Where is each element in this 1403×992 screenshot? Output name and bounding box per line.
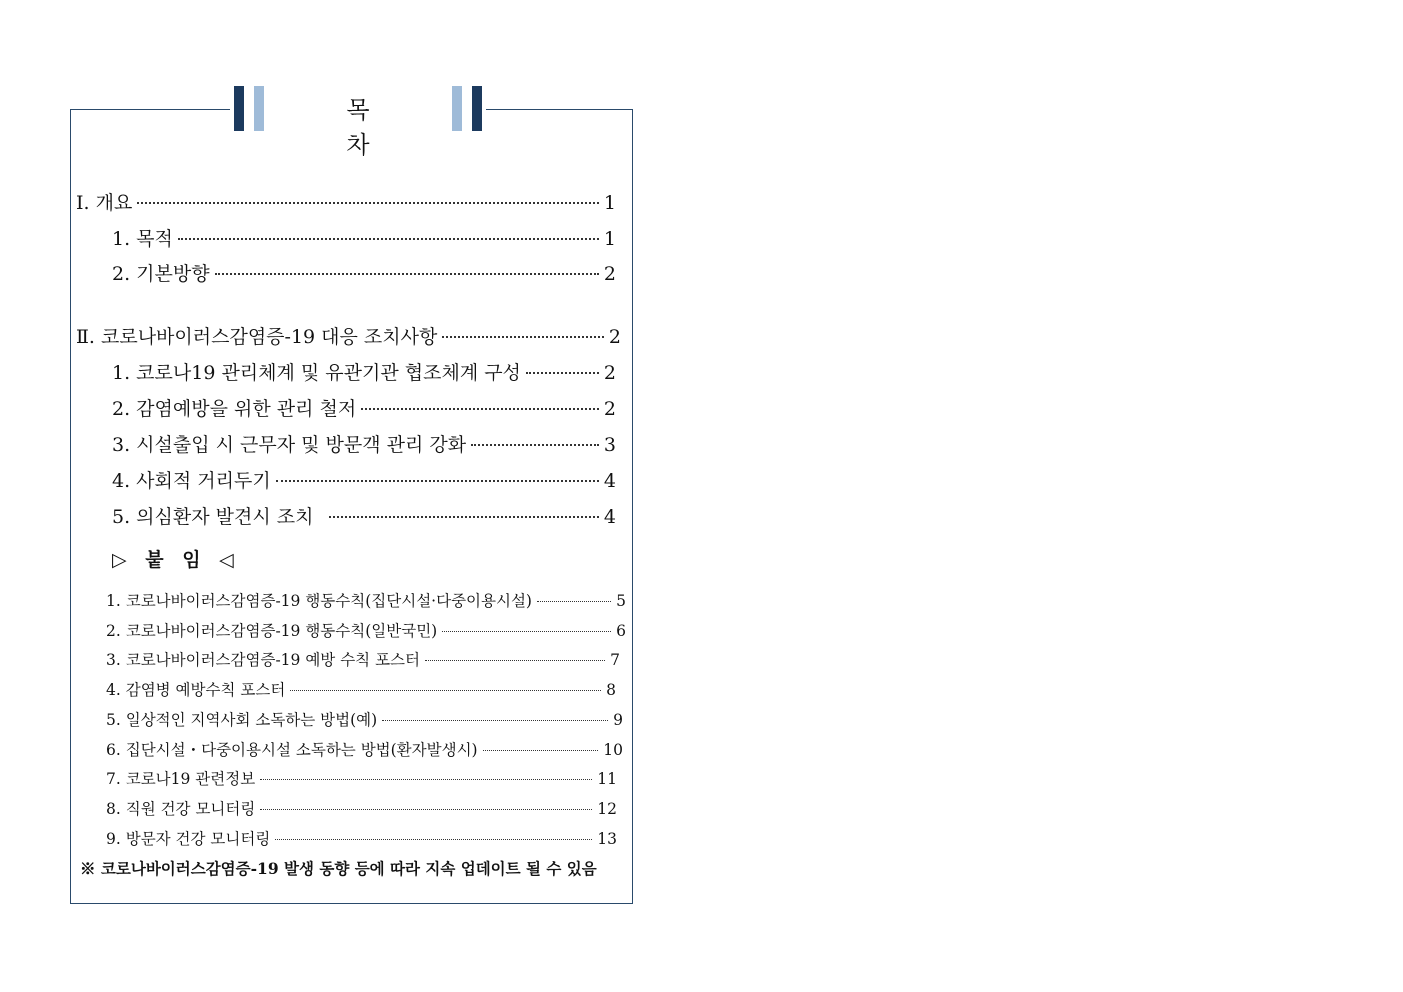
update-note: ※ 코로나바이러스감염증-19 발생 동향 등에 따라 지속 업데이트 될 수 있음 (80, 859, 597, 878)
attachment-item-3[interactable] (106, 648, 620, 670)
toc-item-2-2[interactable] (112, 394, 616, 421)
attachment-item-4[interactable] (106, 678, 616, 700)
dot-leader (178, 238, 599, 240)
dot-leader (526, 372, 599, 374)
toc-page-number: 5 (616, 592, 626, 610)
toc-page-number: 12 (597, 800, 617, 818)
title-bar-dark-right (472, 86, 482, 131)
toc-page-number: 2 (603, 362, 616, 384)
toc-page-number: 11 (597, 770, 617, 788)
attachment-item-7[interactable] (106, 767, 617, 789)
toc-entry-label: 4. 감염병 예방수칙 포스터 (106, 681, 286, 699)
dot-leader (471, 444, 599, 446)
attachment-item-9[interactable] (106, 827, 617, 849)
toc-entry-label: 1. 코로나19 관리체계 및 유관기관 협조체계 구성 (112, 362, 521, 384)
dot-leader (442, 631, 611, 632)
toc-page-number: 6 (616, 622, 626, 640)
toc-page-number: 2 (603, 398, 616, 420)
toc-page-number: 10 (603, 741, 623, 759)
toc-entry-label: 2. 감염예방을 위한 관리 철저 (112, 398, 357, 420)
toc-item-2-4[interactable] (112, 466, 616, 493)
attachment-item-6[interactable] (106, 738, 623, 760)
attachment-heading: ▷ 붙 임 ◁ (112, 549, 240, 571)
toc-entry-label: 9. 방문자 건강 모니터링 (106, 830, 271, 848)
toc-item-2-1[interactable] (112, 358, 616, 385)
dot-leader (260, 779, 592, 780)
toc-item-1-2[interactable] (112, 259, 616, 286)
toc-title: 목 차 (346, 96, 408, 159)
toc-page-number: 9 (613, 711, 623, 729)
toc-page-number: 4 (603, 506, 616, 528)
title-bar-dark-left (234, 86, 244, 131)
toc-entry-label: Ⅰ. 개요 (76, 192, 133, 214)
toc-entry-label: 5. 의심환자 발견시 조치 (112, 506, 314, 528)
toc-page-number: 2 (608, 326, 621, 348)
dot-leader (290, 690, 601, 691)
toc-entry-label: 4. 사회적 거리두기 (112, 470, 271, 492)
toc-entry-label: Ⅱ. 코로나바이러스감염증-19 대응 조치사항 (76, 326, 438, 348)
toc-entry-label: 3. 시설출입 시 근무자 및 방문객 관리 강화 (112, 434, 467, 456)
dot-leader (137, 202, 599, 204)
dot-leader (275, 839, 592, 840)
toc-entry-label: 5. 일상적인 지역사회 소독하는 방법(예) (106, 711, 378, 729)
toc-page-number: 1 (603, 228, 616, 250)
toc-entry-label: 1. 코로나바이러스감염증-19 행동수칙(집단시설·다중이용시설) (106, 592, 532, 610)
attachment-item-5[interactable] (106, 708, 623, 730)
toc-entry-label: 2. 기본방향 (112, 263, 210, 285)
dot-leader (483, 750, 599, 751)
toc-entry-label: 8. 직원 건강 모니터링 (106, 800, 256, 818)
toc-page-number: 3 (603, 434, 616, 456)
toc-item-1-1[interactable] (112, 224, 616, 251)
toc-page-number: 7 (610, 651, 620, 669)
dot-leader (537, 601, 611, 602)
dot-leader (215, 273, 599, 275)
toc-page-number: 1 (603, 192, 616, 214)
dot-leader (361, 408, 599, 410)
toc-item-2-5[interactable] (112, 502, 616, 529)
toc-title-banner (230, 86, 486, 159)
toc-entry-label: 7. 코로나19 관련정보 (106, 770, 256, 788)
dot-leader (425, 660, 605, 661)
toc-entry-label: 3. 코로나바이러스감염증-19 예방 수칙 포스터 (106, 651, 420, 669)
toc-section-1[interactable] (76, 188, 616, 215)
attachment-item-8[interactable] (106, 797, 617, 819)
attachment-item-1[interactable] (106, 589, 626, 611)
title-bar-light-left (254, 86, 264, 131)
toc-page-number: 4 (603, 470, 616, 492)
dot-leader (260, 809, 592, 810)
attachment-item-2[interactable] (106, 619, 626, 641)
dot-leader (329, 516, 598, 518)
dot-leader (442, 336, 604, 338)
title-bar-light-right (452, 86, 462, 131)
dot-leader (276, 480, 599, 482)
toc-entry-label: 6. 집단시설・다중이용시설 소독하는 방법(환자발생시) (106, 741, 478, 759)
toc-item-2-3[interactable] (112, 430, 616, 457)
toc-page-number: 2 (603, 263, 616, 285)
toc-section-2[interactable] (76, 322, 621, 349)
toc-page-number: 8 (606, 681, 616, 699)
toc-entry-label: 1. 목적 (112, 228, 173, 250)
dot-leader (382, 720, 608, 721)
toc-page-number: 13 (597, 830, 617, 848)
toc-entry-label: 2. 코로나바이러스감염증-19 행동수칙(일반국민) (106, 622, 438, 640)
